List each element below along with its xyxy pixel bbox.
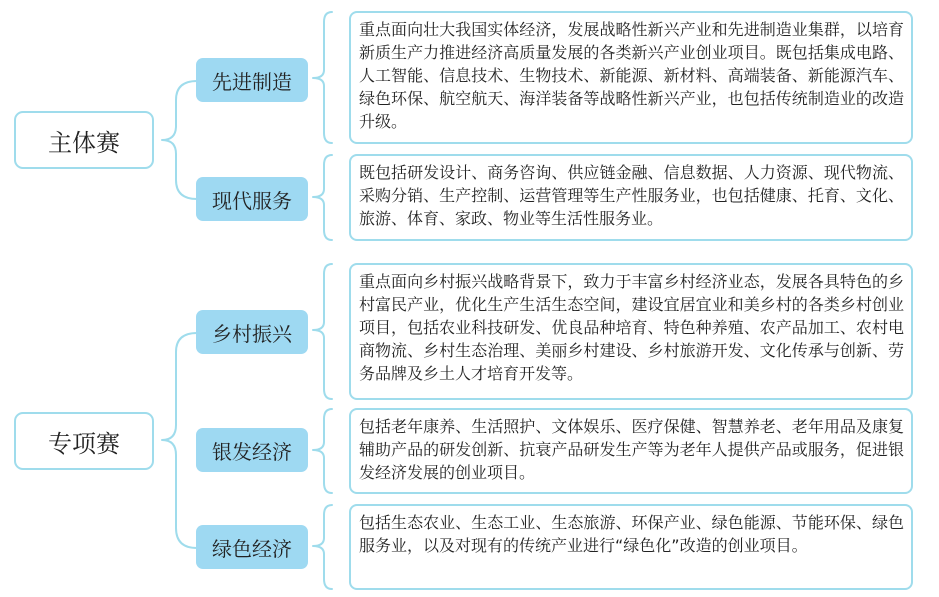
description-box-rural-revitalization <box>349 263 913 400</box>
category-label: 乡村振兴 <box>212 321 292 346</box>
category-node-modern-services <box>196 177 308 221</box>
brace-item-4 <box>313 409 332 493</box>
description-box-green-economy <box>349 504 913 590</box>
brace-item-2 <box>313 155 332 240</box>
category-node-green-economy <box>196 525 308 569</box>
category-label: 先进制造 <box>212 69 292 94</box>
category-node-rural-revitalization <box>196 310 308 354</box>
description-text: 包括老年康养、生活照护、文体娱乐、医疗保健、智慧养老、老年用品及康复辅助产品的研发创新、抗衰产品研发生产等为老年人提供产品或服务，促进银发经济发展的创业项目。 <box>359 417 904 482</box>
root-node-main-competition <box>14 111 154 169</box>
brace-item-5 <box>313 505 332 589</box>
description-text: 包括生态农业、生态工业、生态旅游、环保产业、绿色能源、节能环保、绿色服务业，以及对现有的传统产业进行“绿色化”改造的创业项目。 <box>359 513 904 555</box>
description-box-modern-services <box>349 154 913 241</box>
description-text: 既包括研发设计、商务咨询、供应链金融、信息数据、人力资源、现代物流、采购分销、生产控制、运营管理等生产性服务业，也包括健康、托育、文化、旅游、体育、家政、物业等生活性服务业。 <box>359 163 904 228</box>
category-label: 现代服务 <box>212 188 292 213</box>
category-label: 绿色经济 <box>212 536 292 561</box>
brace-main-group <box>162 81 197 199</box>
brace-item-1 <box>313 12 332 143</box>
category-node-silver-economy <box>196 428 308 472</box>
brace-item-3 <box>313 264 332 399</box>
category-node-advanced-manufacturing <box>196 58 308 102</box>
root-label-main: 主体赛 <box>48 128 120 157</box>
root-node-special-competition <box>14 412 154 470</box>
category-label: 银发经济 <box>212 439 292 464</box>
description-box-silver-economy <box>349 408 913 494</box>
description-box-advanced-manufacturing <box>349 11 913 144</box>
description-text: 重点面向乡村振兴战略背景下，致力于丰富乡村经济业态，发展各具特色的乡村富民产业，优化生产生活生态空间，建设宜居宜业和美乡村的各类乡村创业项目，包括农业科技研发、优良品种培育、特色种养殖、农产品加工、农村电商物流、乡村生态治理、美丽乡村建设、乡村旅游开发、文化传承与创新、劳务品牌及乡土人才培育开发等。 <box>359 272 904 383</box>
description-text: 重点面向壮大我国实体经济，发展战略性新兴产业和先进制造业集群，以培育新质生产力推进经济高质量发展的各类新兴产业创业项目。既包括集成电路、人工智能、信息技术、生物技术、新能源、新材料、高端装备、新能源汽车、绿色环保、航空航天、海洋装备等战略性新兴产业，也包括传统制造业的改造升级。 <box>359 20 904 131</box>
root-label-special: 专项赛 <box>48 429 120 458</box>
brace-special-group <box>162 333 197 548</box>
